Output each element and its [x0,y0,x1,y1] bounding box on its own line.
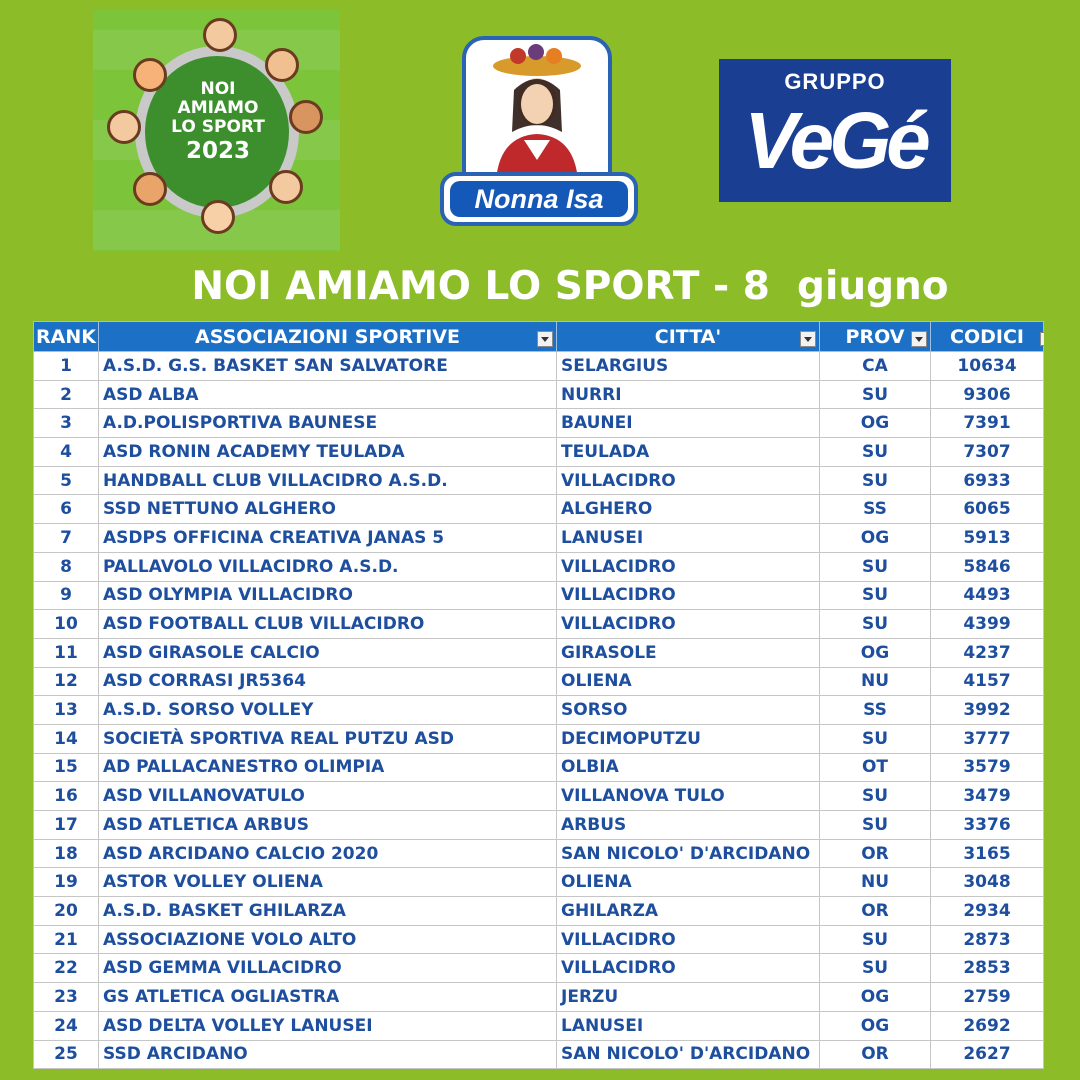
rank-cell: 22 [34,954,99,983]
province-cell: SU [820,380,931,409]
rank-cell: 2 [34,380,99,409]
rank-cell: 17 [34,811,99,840]
association-cell: ASD CORRASI JR5364 [99,667,557,696]
codes-cell: 5913 [931,524,1044,553]
table-row [34,1040,1044,1069]
city-cell: LANUSEI [557,1011,820,1040]
table-row [34,696,1044,725]
association-cell: ASD RONIN ACADEMY TEULADA [99,438,557,467]
kid-face-icon [107,110,141,144]
city-cell: SELARGIUS [557,352,820,381]
province-cell: CA [820,352,931,381]
table-row [34,638,1044,667]
association-cell: A.S.D. G.S. BASKET SAN SALVATORE [99,352,557,381]
association-cell: A.S.D. BASKET GHILARZA [99,897,557,926]
city-cell: VILLACIDRO [557,925,820,954]
city-cell: VILLACIDRO [557,954,820,983]
codes-cell: 4237 [931,638,1044,667]
table-row [34,1011,1044,1040]
rank-cell: 18 [34,839,99,868]
header-prov [820,322,931,352]
rank-cell: 3 [34,409,99,438]
province-cell: OG [820,983,931,1012]
codes-cell: 4157 [931,667,1044,696]
codes-cell: 5846 [931,552,1044,581]
province-cell: SU [820,610,931,639]
association-cell: GS ATLETICA OGLIASTRA [99,983,557,1012]
province-cell: OG [820,409,931,438]
codes-cell: 2934 [931,897,1044,926]
association-cell: ASD VILLANOVATULO [99,782,557,811]
city-cell: VILLACIDRO [557,552,820,581]
table-row [34,983,1044,1012]
association-cell: SSD ARCIDANO [99,1040,557,1069]
rank-cell: 16 [34,782,99,811]
province-cell: SU [820,925,931,954]
codes-cell: 3579 [931,753,1044,782]
city-cell: ALGHERO [557,495,820,524]
vege-gruppo-text: GRUPPO [784,69,886,94]
association-cell: ASD ALBA [99,380,557,409]
city-cell: NURRI [557,380,820,409]
table-body [34,352,1044,1069]
city-cell: GIRASOLE [557,638,820,667]
rank-cell: 20 [34,897,99,926]
city-cell: SAN NICOLO' D'ARCIDANO [557,1040,820,1069]
header-row [34,322,1044,352]
rank-cell: 19 [34,868,99,897]
rank-cell: 25 [34,1040,99,1069]
association-cell: HANDBALL CLUB VILLACIDRO A.S.D. [99,466,557,495]
codes-cell: 6065 [931,495,1044,524]
city-cell: OLIENA [557,667,820,696]
codes-cell: 3165 [931,839,1044,868]
header-rank [34,322,99,352]
table-row [34,524,1044,553]
logo-line: AMIAMO [177,98,259,119]
ranking-table [33,321,1044,1069]
table-row [34,724,1044,753]
logo-line: 2023 [185,138,250,165]
rank-cell: 14 [34,724,99,753]
association-cell: ASSOCIAZIONE VOLO ALTO [99,925,557,954]
city-cell: GHILARZA [557,897,820,926]
table-row [34,954,1044,983]
association-cell: A.S.D. SORSO VOLLEY [99,696,557,725]
table-row [34,581,1044,610]
association-cell: ASD OLYMPIA VILLACIDRO [99,581,557,610]
province-cell: SU [820,438,931,467]
province-cell: SU [820,811,931,840]
codes-cell: 9306 [931,380,1044,409]
table-row [34,811,1044,840]
codes-cell: 2873 [931,925,1044,954]
association-cell: AD PALLACANESTRO OLIMPIA [99,753,557,782]
kid-face-icon [269,170,303,204]
association-cell: ASDPS OFFICINA CREATIVA JANAS 5 [99,524,557,553]
header-codes [931,322,1044,352]
rank-cell: 23 [34,983,99,1012]
table-row [34,925,1044,954]
province-cell: OG [820,638,931,667]
table-row [34,352,1044,381]
city-cell: BAUNEI [557,409,820,438]
rank-cell: 8 [34,552,99,581]
page-title: NOI AMIAMO LO SPORT - 8 giugno [191,264,949,309]
header-city-label: CITTA' [654,325,722,348]
logo-line: LO SPORT [171,117,265,138]
codes-cell: 3992 [931,696,1044,725]
logo-line: NOI [200,79,236,99]
city-cell: VILLACIDRO [557,581,820,610]
table-row [34,839,1044,868]
association-cell: ASD FOOTBALL CLUB VILLACIDRO [99,610,557,639]
noi-amiamo-lo-sport-logo [93,10,340,252]
province-cell: SU [820,782,931,811]
city-cell: VILLACIDRO [557,466,820,495]
association-cell: ASD GEMMA VILLACIDRO [99,954,557,983]
rank-cell: 12 [34,667,99,696]
codes-cell: 7391 [931,409,1044,438]
ranking-table-container [33,321,1043,1068]
city-cell: LANUSEI [557,524,820,553]
codes-cell: 3048 [931,868,1044,897]
codes-cell: 4493 [931,581,1044,610]
city-cell: OLBIA [557,753,820,782]
table-row [34,610,1044,639]
header-associations [99,322,557,352]
city-cell: ARBUS [557,811,820,840]
city-cell: SAN NICOLO' D'ARCIDANO [557,839,820,868]
province-cell: OG [820,1011,931,1040]
table-row [34,380,1044,409]
codes-cell: 7307 [931,438,1044,467]
table-row [34,495,1044,524]
province-cell: OR [820,1040,931,1069]
codes-cell: 3777 [931,724,1044,753]
association-cell: ASD ARCIDANO CALCIO 2020 [99,839,557,868]
table-row [34,438,1044,467]
gruppo-vege-logo [719,59,951,202]
filter-dropdown-icon[interactable] [537,331,553,347]
city-cell: SORSO [557,696,820,725]
rank-cell: 4 [34,438,99,467]
rank-cell: 13 [34,696,99,725]
province-cell: SU [820,724,931,753]
rank-cell: 1 [34,352,99,381]
codes-cell: 3479 [931,782,1044,811]
codes-cell: 4399 [931,610,1044,639]
rank-cell: 15 [34,753,99,782]
header-rank-label: RANK [36,325,96,348]
table-row [34,753,1044,782]
association-cell: SSD NETTUNO ALGHERO [99,495,557,524]
province-cell: OR [820,897,931,926]
province-cell: SU [820,581,931,610]
association-cell: ASD DELTA VOLLEY LANUSEI [99,1011,557,1040]
province-cell: NU [820,868,931,897]
rank-cell: 7 [34,524,99,553]
rank-cell: 9 [34,581,99,610]
logo-banner [440,172,638,226]
nonna-portrait-icon [466,40,608,180]
vege-brand-text: VeGé [744,96,926,185]
city-cell: DECIMOPUTZU [557,724,820,753]
codes-cell: 2759 [931,983,1044,1012]
codes-cell: 2692 [931,1011,1044,1040]
header-codes-label: CODICI [950,325,1024,348]
table-row [34,409,1044,438]
codes-cell: 10634 [931,352,1044,381]
rank-cell: 6 [34,495,99,524]
filter-dropdown-icon[interactable] [800,331,816,347]
filter-dropdown-icon[interactable] [911,331,927,347]
province-cell: OG [820,524,931,553]
kid-face-icon [133,172,167,206]
province-cell: OT [820,753,931,782]
association-cell: A.D.POLISPORTIVA BAUNESE [99,409,557,438]
table-row [34,466,1044,495]
nonna-isa-logo [440,36,638,226]
table-row [34,782,1044,811]
rank-cell: 5 [34,466,99,495]
rank-cell: 21 [34,925,99,954]
codes-cell: 6933 [931,466,1044,495]
kid-face-icon [203,18,237,52]
city-cell: OLIENA [557,868,820,897]
codes-cell: 2853 [931,954,1044,983]
province-cell: SU [820,466,931,495]
table-row [34,667,1044,696]
province-cell: SU [820,954,931,983]
province-cell: SS [820,495,931,524]
association-cell: ASD ATLETICA ARBUS [99,811,557,840]
logo-text [153,80,283,165]
header-assoc-label: ASSOCIAZIONI SPORTIVE [195,325,460,348]
table-row [34,552,1044,581]
rank-cell: 11 [34,638,99,667]
rank-cell: 10 [34,610,99,639]
kid-face-icon [265,48,299,82]
association-cell: ASTOR VOLLEY OLIENA [99,868,557,897]
header-prov-label: PROV [845,325,905,348]
city-cell: VILLANOVA TULO [557,782,820,811]
codes-cell: 2627 [931,1040,1044,1069]
table-row [34,868,1044,897]
province-cell: SU [820,552,931,581]
nonna-isa-text: Nonna Isa [450,181,628,217]
kid-face-icon [289,100,323,134]
header-city [557,322,820,352]
kid-face-icon [201,200,235,234]
codes-cell: 3376 [931,811,1044,840]
table-row [34,897,1044,926]
association-cell: SOCIETÀ SPORTIVA REAL PUTZU ASD [99,724,557,753]
city-cell: JERZU [557,983,820,1012]
rank-cell: 24 [34,1011,99,1040]
filter-dropdown-icon[interactable] [1040,332,1044,346]
province-cell: SS [820,696,931,725]
province-cell: NU [820,667,931,696]
city-cell: TEULADA [557,438,820,467]
city-cell: VILLACIDRO [557,610,820,639]
province-cell: OR [820,839,931,868]
association-cell: ASD GIRASOLE CALCIO [99,638,557,667]
association-cell: PALLAVOLO VILLACIDRO A.S.D. [99,552,557,581]
